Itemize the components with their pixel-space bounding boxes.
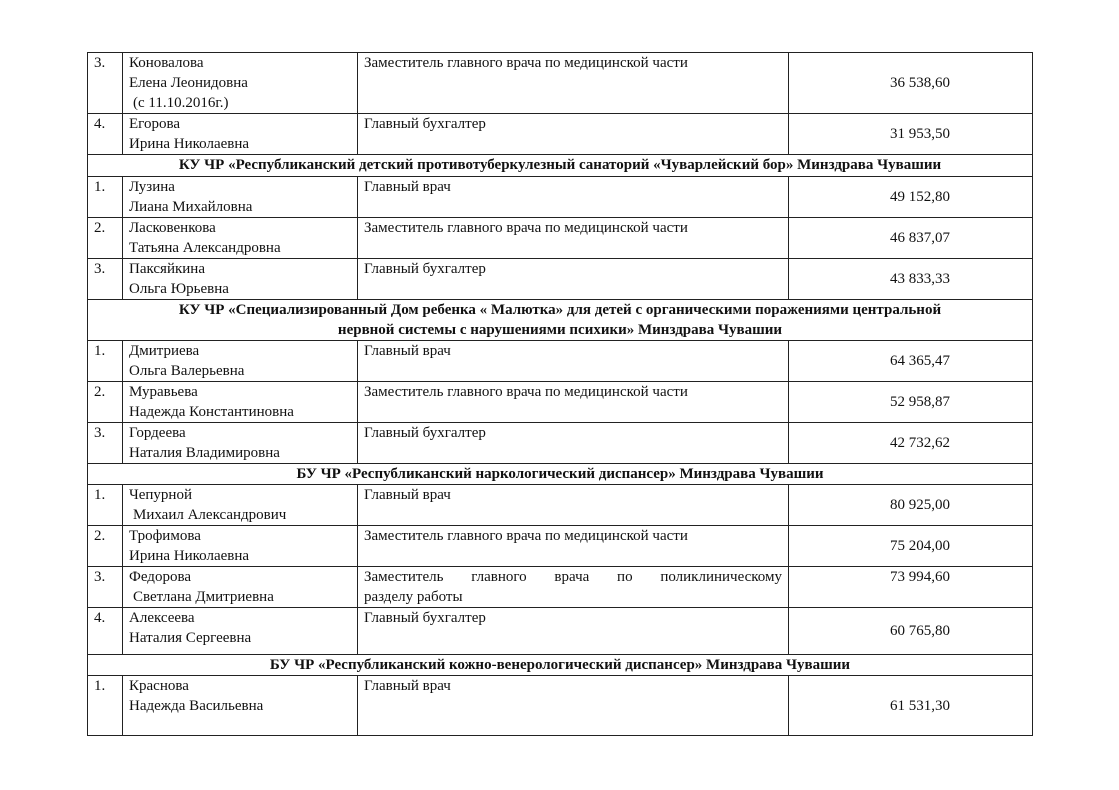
given-names: Надежда Константиновна bbox=[129, 404, 294, 420]
surname: Гордеева bbox=[129, 425, 186, 441]
table-row bbox=[88, 526, 1033, 567]
table-row bbox=[88, 259, 1033, 300]
salary: 31 953,50 bbox=[789, 114, 1033, 155]
given-names: Светлана Дмитриевна bbox=[133, 589, 274, 605]
employee-name bbox=[123, 218, 358, 259]
institution-header bbox=[88, 464, 1033, 485]
employee-name bbox=[123, 53, 358, 114]
position: Главный бухгалтер bbox=[358, 114, 789, 155]
row-number: 3. bbox=[88, 53, 123, 114]
table-row bbox=[88, 177, 1033, 218]
employee-name bbox=[123, 526, 358, 567]
table-row bbox=[88, 53, 1033, 114]
row-number: 2. bbox=[88, 382, 123, 423]
row-number: 3. bbox=[88, 423, 123, 464]
institution-title-line: КУ ЧР «Специализированный Дом ребенка « Малютка» для детей с органическими поражениями центральной bbox=[178, 302, 942, 318]
position-line: разделу работы bbox=[364, 589, 463, 605]
given-names: Михаил Александрович bbox=[133, 507, 287, 523]
table-row bbox=[88, 485, 1033, 526]
surname: Чепурной bbox=[129, 487, 192, 503]
surname: Муравьева bbox=[129, 384, 198, 400]
row-number: 2. bbox=[88, 526, 123, 567]
position: Заместитель главного врача по медицинской части bbox=[358, 218, 789, 259]
given-names: Наталия Сергеевна bbox=[129, 630, 252, 646]
position bbox=[358, 567, 789, 608]
employee-name bbox=[123, 608, 358, 655]
given-names: Елена Леонидовна bbox=[129, 75, 248, 91]
salary: 36 538,60 bbox=[789, 53, 1033, 114]
surname: Федорова bbox=[129, 569, 191, 585]
surname: Дмитриева bbox=[129, 343, 200, 359]
institution-header bbox=[88, 655, 1033, 676]
row-number: 4. bbox=[88, 114, 123, 155]
salary: 52 958,87 bbox=[789, 382, 1033, 423]
surname: Паксяйкина bbox=[129, 261, 205, 277]
institution-title: КУ ЧР «Республиканский детский противотуберкулезный санаторий «Чуварлейский бор» Минздрава Чувашии bbox=[88, 155, 1033, 177]
table-row bbox=[88, 218, 1033, 259]
position: Заместитель главного врача по медицинской части bbox=[358, 382, 789, 423]
salary-table bbox=[87, 52, 1033, 736]
row-number: 1. bbox=[88, 485, 123, 526]
surname: Алексеева bbox=[129, 610, 195, 626]
salary-table-page bbox=[87, 52, 1033, 736]
employee-name bbox=[123, 259, 358, 300]
position: Главный врач bbox=[358, 485, 789, 526]
position: Главный врач bbox=[358, 676, 789, 736]
institution-header bbox=[88, 300, 1033, 341]
row-number: 1. bbox=[88, 341, 123, 382]
salary: 49 152,80 bbox=[789, 177, 1033, 218]
salary: 61 531,30 bbox=[789, 676, 1033, 736]
institution-title: БУ ЧР «Республиканский наркологический диспансер» Минздрава Чувашии bbox=[88, 464, 1033, 485]
table-row bbox=[88, 423, 1033, 464]
salary: 60 765,80 bbox=[789, 608, 1033, 655]
salary: 73 994,60 bbox=[789, 567, 1033, 608]
row-number: 4. bbox=[88, 608, 123, 655]
position: Заместитель главного врача по медицинской части bbox=[358, 526, 789, 567]
employee-name bbox=[123, 485, 358, 526]
table-row bbox=[88, 608, 1033, 655]
given-names: Ирина Николаевна bbox=[129, 136, 250, 152]
salary: 64 365,47 bbox=[789, 341, 1033, 382]
table-row bbox=[88, 382, 1033, 423]
employee-name bbox=[123, 341, 358, 382]
date-note: (с 11.10.2016г.) bbox=[133, 95, 229, 111]
employee-name bbox=[123, 114, 358, 155]
surname: Трофимова bbox=[129, 528, 201, 544]
position: Заместитель главного врача по медицинской части bbox=[358, 53, 789, 114]
table-row bbox=[88, 567, 1033, 608]
position-line: Заместитель главного врача по поликлиническому bbox=[364, 569, 782, 585]
given-names: Татьяна Александровна bbox=[129, 240, 281, 256]
employee-name bbox=[123, 177, 358, 218]
position: Главный врач bbox=[358, 341, 789, 382]
given-names: Надежда Васильевна bbox=[129, 698, 264, 714]
row-number: 2. bbox=[88, 218, 123, 259]
position: Главный врач bbox=[358, 177, 789, 218]
position: Главный бухгалтер bbox=[358, 423, 789, 464]
position: Главный бухгалтер bbox=[358, 608, 789, 655]
given-names: Ольга Валерьевна bbox=[129, 363, 245, 379]
institution-title bbox=[88, 300, 1033, 341]
salary: 42 732,62 bbox=[789, 423, 1033, 464]
salary: 46 837,07 bbox=[789, 218, 1033, 259]
table-row bbox=[88, 114, 1033, 155]
surname: Ласковенкова bbox=[129, 220, 216, 236]
surname: Коновалова bbox=[129, 55, 204, 71]
given-names: Ольга Юрьевна bbox=[129, 281, 229, 297]
salary: 80 925,00 bbox=[789, 485, 1033, 526]
position: Главный бухгалтер bbox=[358, 259, 789, 300]
given-names: Наталия Владимировна bbox=[129, 445, 280, 461]
table-row bbox=[88, 341, 1033, 382]
institution-title: БУ ЧР «Республиканский кожно-венерологический диспансер» Минздрава Чувашии bbox=[88, 655, 1033, 676]
employee-name bbox=[123, 567, 358, 608]
row-number: 3. bbox=[88, 567, 123, 608]
salary: 75 204,00 bbox=[789, 526, 1033, 567]
salary: 43 833,33 bbox=[789, 259, 1033, 300]
row-number: 1. bbox=[88, 676, 123, 736]
employee-name bbox=[123, 382, 358, 423]
given-names: Лиана Михайловна bbox=[129, 199, 253, 215]
given-names: Ирина Николаевна bbox=[129, 548, 250, 564]
surname: Краснова bbox=[129, 678, 189, 694]
surname: Лузина bbox=[129, 179, 175, 195]
institution-header bbox=[88, 155, 1033, 177]
employee-name bbox=[123, 676, 358, 736]
institution-title-line: нервной системы с нарушениями психики» Минздрава Чувашии bbox=[337, 322, 783, 338]
employee-name bbox=[123, 423, 358, 464]
row-number: 3. bbox=[88, 259, 123, 300]
surname: Егорова bbox=[129, 116, 180, 132]
row-number: 1. bbox=[88, 177, 123, 218]
table-row bbox=[88, 676, 1033, 736]
